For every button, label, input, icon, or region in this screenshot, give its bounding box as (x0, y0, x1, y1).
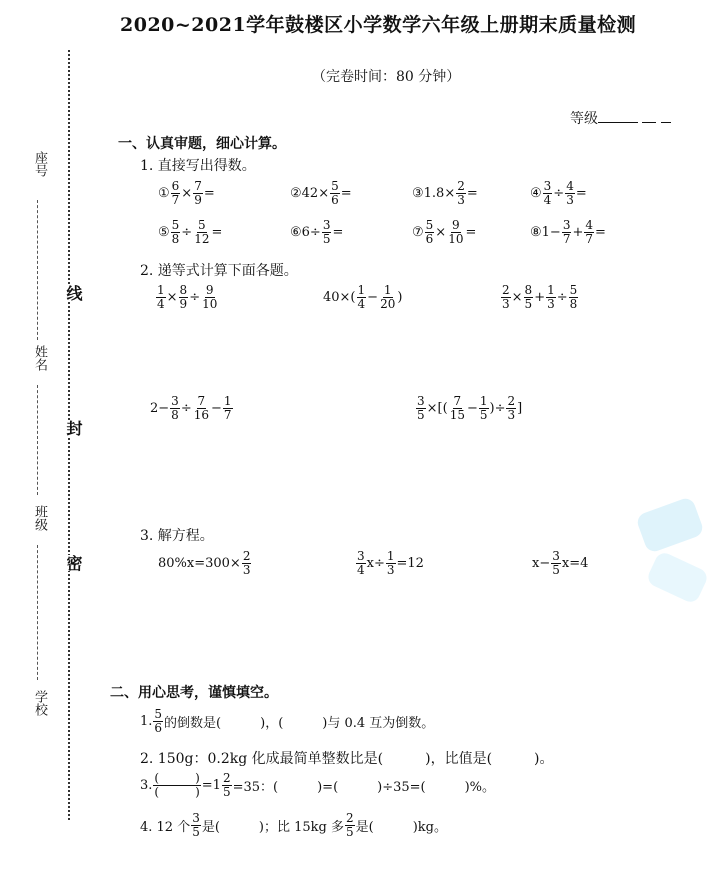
watermark-shape (645, 550, 710, 605)
fill-item-1: 1. 5 6 的倒数是( )，( )与 0.4 互为倒数。 (140, 707, 435, 735)
seat-line (37, 200, 38, 340)
grade-field (570, 108, 671, 128)
q1-item-8: ⑧ 1− $\frac{3}{7}$ + $\frac{4}{7}$ = (530, 218, 606, 246)
name-label: 姓名 (32, 345, 47, 371)
q2-expr-3: 2 3 × 8 5 + 1 3 ÷ 5 8 (502, 283, 578, 311)
q2-expr-1: 1 4 × 8 9 ÷ 9 10 (157, 283, 218, 311)
fill-item-3: 3. ( ) ( ) =1 $\frac{2}{5}$ =35：( )=( )÷35=( )%。 (140, 771, 496, 799)
equation-3: x− $\frac{3}{5}$ x=4 (532, 549, 589, 577)
seal-secret-char: 密 (64, 555, 83, 571)
class-line (37, 545, 38, 680)
q1-label: 1. 直接写出得数。 (140, 158, 256, 174)
q2-expr-4: 2− 3 8 ÷ 7 16 − 1 7 (150, 394, 232, 422)
grade-label: 等级 (570, 111, 598, 127)
q3-label: 3. 解方程。 (140, 528, 214, 544)
section1-heading: 一、认真审题，细心计算。 (118, 136, 286, 152)
seal-line-char: 线 (64, 285, 83, 301)
q1-item-4: ④ $\frac{3}{4}$ ÷ $\frac{4}{3}$ = (530, 179, 587, 207)
q1-item-7: ⑦ $\frac{5}{6}$ × $\frac{9}{10}$ = (412, 218, 477, 246)
name-line (37, 385, 38, 495)
q1-item-2: ② 42× $\frac{5}{6}$ = (290, 179, 352, 207)
q1-item-6: ⑥ 6÷ $\frac{3}{5}$ = (290, 218, 344, 246)
q2-expr-2: 40×( 1 4 − 1 20 ) (323, 283, 403, 311)
class-label: 班级 (32, 505, 47, 531)
seal-seal-char: 封 (64, 420, 83, 436)
school-label: 学校 (32, 690, 47, 716)
fill-item-4: 4. 12 个 3 5 是( )；比 15kg 多 2 5 是( )kg。 (140, 811, 447, 839)
q2-expr-5: 3 5 ×[( 7 15 − 1 5 )÷ 2 3 ] (417, 394, 523, 422)
section2-heading: 二、用心思考，谨慎填空。 (110, 685, 278, 701)
page-title: 2020~2021学年鼓楼区小学数学六年级上册期末质量检测 (120, 14, 637, 36)
fill-item-2: 2. 150g：0.2kg 化成最简单整数比是( )，比值是( )。 (140, 751, 554, 767)
equation-1: 80%x=300× $\frac{2}{3}$ (158, 549, 251, 577)
q1-item-1: ① $\frac{6}{7}$ × $\frac{7}{9}$ = (158, 179, 215, 207)
q1-item-3: ③ 1.8× $\frac{2}{3}$ = (412, 179, 478, 207)
equation-2: 3 4 x÷ $\frac{1}{3}$ =12 (357, 549, 424, 577)
q1-item-5: ⑤ $\frac{5}{8}$ ÷ $\frac{5}{12}$ = (158, 218, 223, 246)
watermark-shape (635, 496, 705, 554)
page-subtitle: （完卷时间：80 分钟） (312, 69, 461, 85)
seat-label: 座号 (32, 151, 47, 177)
q2-label: 2. 递等式计算下面各题。 (140, 263, 298, 279)
